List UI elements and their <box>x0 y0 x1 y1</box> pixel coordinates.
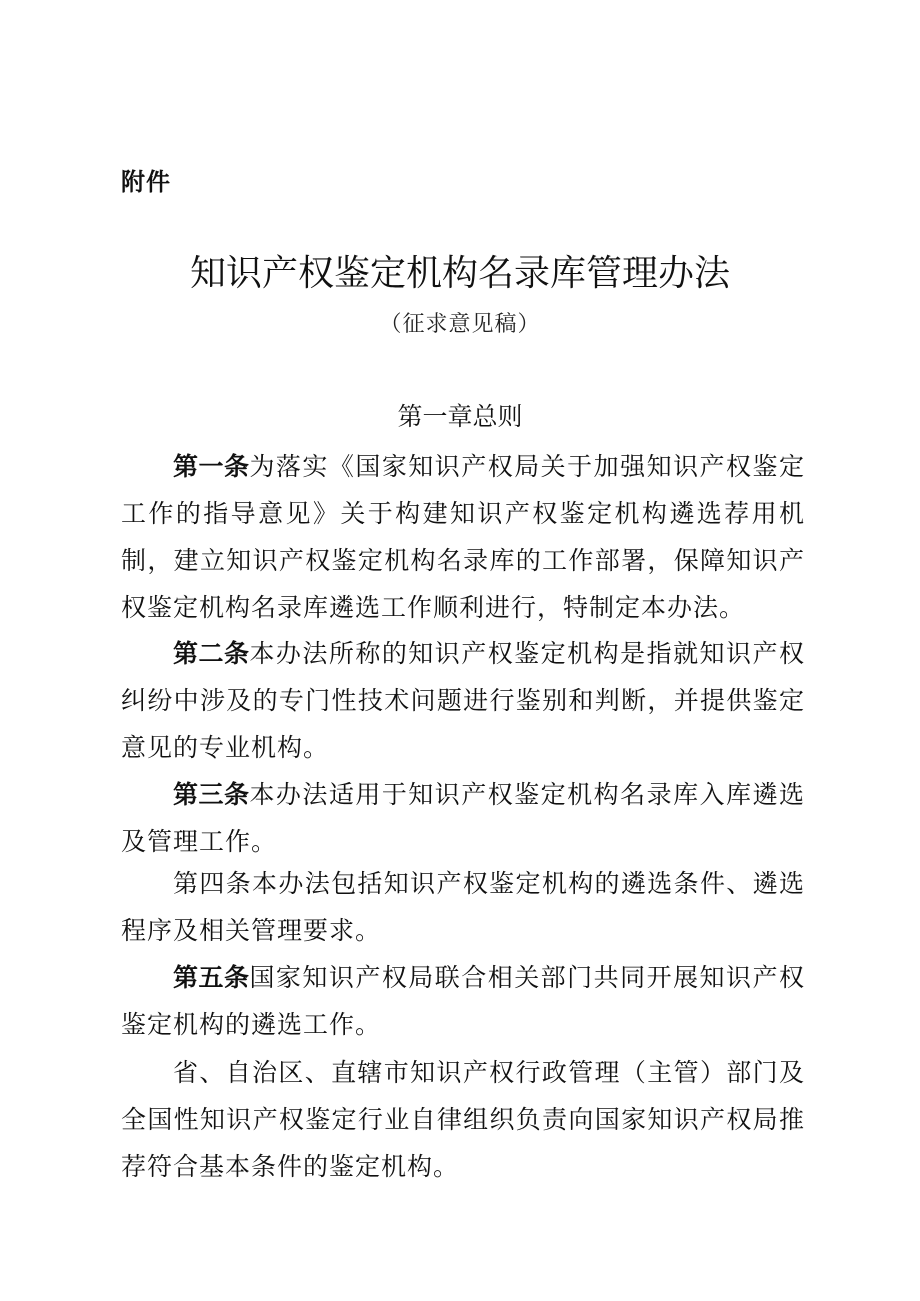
article-number: 第五条 <box>173 963 250 992</box>
article-continuation-paragraph: 省、自治区、直辖市知识产权行政管理（主管）部门及全国性知识产权鉴定行业自律组织负责向国家知识产权局推荐符合基本条件的鉴定机构。 <box>121 1058 805 1181</box>
article-paragraph <box>121 954 805 1048</box>
article-number: 第二条 <box>173 639 250 668</box>
chapter-heading: 第一章总则 <box>397 402 523 431</box>
document-subtitle: （征求意见稿） <box>379 312 541 337</box>
article-text: 本办法适用于知识产权鉴定机构名录库入库遴选及管理工作。 <box>121 780 805 856</box>
article-text: 本办法包括知识产权鉴定机构的遴选条件、遴选程序及相关管理要求。 <box>121 869 805 945</box>
document-title: 知识产权鉴定机构名录库管理办法 <box>189 253 730 294</box>
article-number: 第一条 <box>173 452 250 481</box>
attachment-label: 附件 <box>121 168 171 196</box>
article-text: 为落实《国家知识产权局关于加强知识产权鉴定工作的指导意见》关于构建知识产权鉴定机构遴选荐用机制，建立知识产权鉴定机构名录库的工作部署，保障知识产权鉴定机构名录库遴选工作顺利进行，特制定本办法。 <box>121 452 805 622</box>
article-number: 第三条 <box>173 780 250 809</box>
article-paragraph <box>121 443 805 631</box>
article-text: 本办法所称的知识产权鉴定机构是指就知识产权纠纷中涉及的专门性技术问题进行鉴别和判断，并提供鉴定意见的专业机构。 <box>121 639 805 762</box>
article-text: 国家知识产权局联合相关部门共同开展知识产权鉴定机构的遴选工作。 <box>121 963 805 1039</box>
article-paragraph <box>121 630 805 771</box>
article-paragraph <box>121 771 805 865</box>
article-paragraph <box>121 860 805 954</box>
article-number: 第四条 <box>173 869 253 898</box>
